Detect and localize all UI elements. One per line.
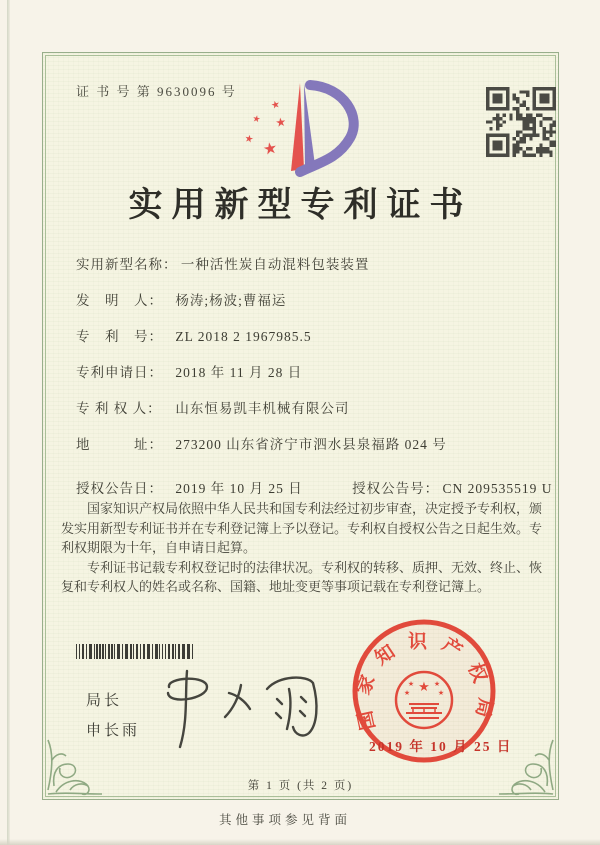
footer-note: 其他事项参见背面 bbox=[218, 813, 351, 827]
qr-code bbox=[486, 87, 556, 157]
svg-text:★: ★ bbox=[269, 98, 282, 112]
legal-paragraph-2: 专利证书记载专利权登记时的法律状况。专利权的转移、质押、无效、终止、恢复和专利权人的姓名或名称、国籍、地址变更等事项记载在专利登记簿上。 bbox=[61, 559, 543, 594]
seal-text: 国家知识产权局 bbox=[352, 631, 496, 732]
field-inventors bbox=[76, 289, 534, 325]
signer-title: 局长 bbox=[86, 693, 123, 709]
certificate-frame bbox=[42, 52, 559, 800]
svg-text:★: ★ bbox=[433, 680, 441, 688]
field-label: 地 址： bbox=[76, 437, 163, 452]
field-application-date bbox=[76, 361, 534, 397]
field-address bbox=[76, 433, 534, 469]
svg-text:★: ★ bbox=[243, 133, 255, 146]
barcode bbox=[76, 644, 234, 659]
field-patent-number bbox=[76, 325, 534, 361]
svg-text:★: ★ bbox=[274, 114, 288, 130]
field-value: 杨涛;杨波;曹福运 bbox=[175, 293, 287, 308]
certificate-title: 实用新型专利证书 bbox=[128, 187, 473, 224]
field-value: ZL 2018 2 1967985.5 bbox=[175, 329, 312, 344]
grant-number-group bbox=[352, 481, 552, 496]
field-value: 2018 年 11 月 28 日 bbox=[175, 365, 303, 380]
corner-ornament-icon bbox=[479, 720, 557, 798]
grant-number-value: CN 209535519 U bbox=[442, 481, 553, 496]
cnipa-logo-icon bbox=[238, 75, 368, 185]
scan-spine-edge bbox=[7, 0, 10, 845]
field-value: 山东恒易凯丰机械有限公司 bbox=[175, 401, 350, 416]
svg-text:★: ★ bbox=[251, 113, 262, 125]
field-label: 专 利 权 人： bbox=[76, 401, 162, 416]
legal-paragraph-1: 国家知识产权局依照中华人民共和国专利法经过初步审查，决定授予专利权，颁发实用新型专利证书并在专利登记簿上予以登记。专利权自授权公告之日起生效。专利权期限为十年，自申请日起算。 bbox=[61, 501, 543, 555]
field-label: 实用新型名称： bbox=[76, 257, 178, 272]
svg-text:★: ★ bbox=[403, 689, 411, 697]
corner-ornament-icon bbox=[44, 720, 122, 798]
field-value: 273200 山东省济宁市泗水县泉福路 024 号 bbox=[175, 437, 447, 452]
field-label: 专 利 号： bbox=[76, 329, 163, 344]
handwritten-signature bbox=[155, 665, 335, 755]
grant-date-label: 授权公告日： bbox=[76, 481, 163, 496]
field-utility-model-name bbox=[76, 253, 534, 289]
scan-bottom-shadow bbox=[0, 839, 600, 845]
signer-name: 申长雨 bbox=[86, 723, 141, 739]
field-label: 发 明 人： bbox=[76, 293, 163, 308]
svg-text:★: ★ bbox=[418, 679, 430, 694]
legal-text bbox=[61, 499, 542, 597]
grant-number-label: 授权公告号： bbox=[352, 481, 440, 496]
grant-date-value: 2019 年 10 月 25 日 bbox=[175, 481, 303, 496]
svg-text:★: ★ bbox=[437, 689, 445, 697]
svg-text:★: ★ bbox=[407, 680, 415, 688]
page-number: 第 1 页 (共 2 页) bbox=[247, 780, 354, 792]
field-patentee bbox=[76, 397, 534, 433]
field-grant-announcement bbox=[76, 477, 553, 497]
certificate-fields bbox=[76, 253, 553, 497]
field-value: 一种活性炭自动混料包装装置 bbox=[180, 257, 370, 272]
seal-date: 2019 年 10 月 25 日 bbox=[369, 739, 513, 754]
certificate-number: 证 书 号 第 9630096 号 bbox=[76, 84, 237, 99]
svg-text:★: ★ bbox=[261, 139, 279, 159]
field-label: 专利申请日： bbox=[76, 365, 163, 380]
